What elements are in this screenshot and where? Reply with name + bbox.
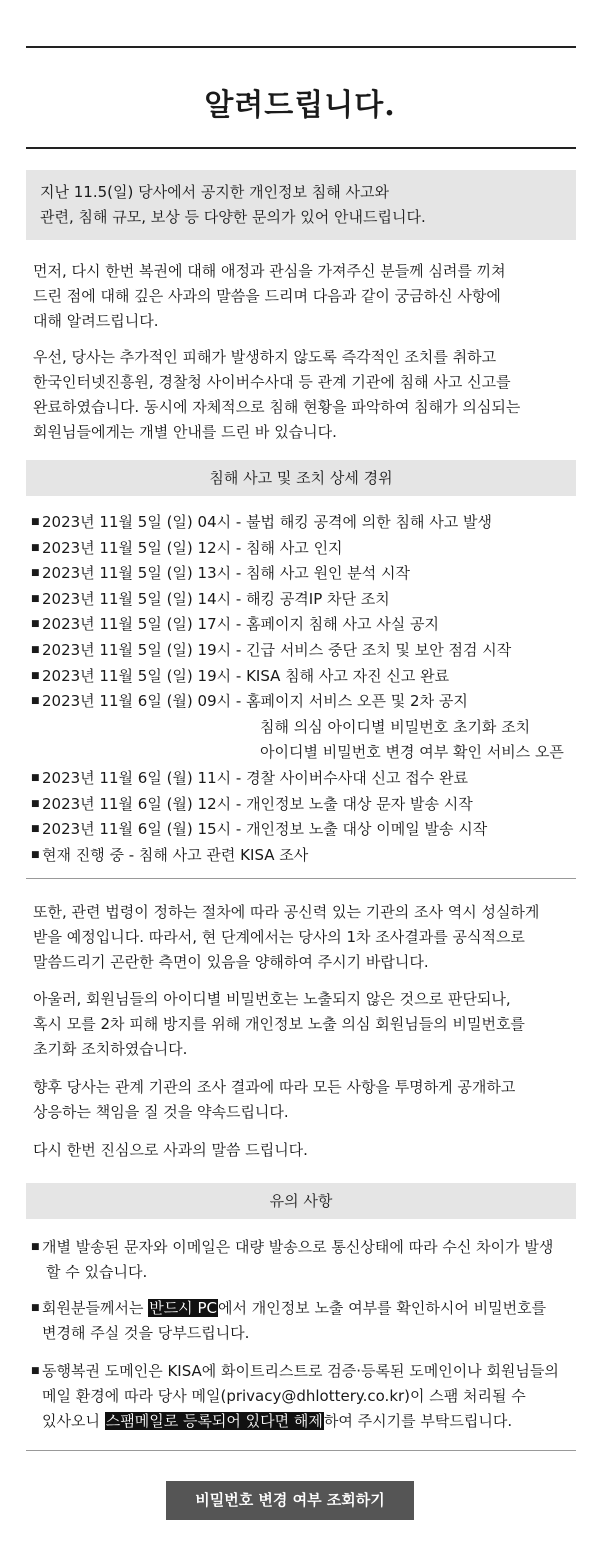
timeline-text: 2023년 11월 5일 (일) 04시 - 불법 해킹 공격에 의한 침해 사고 발생 [42, 513, 493, 531]
top-rule [26, 46, 576, 48]
timeline-text: 2023년 11월 5일 (일) 17시 - 홈페이지 침해 사고 사실 공지 [42, 615, 440, 634]
bullet-icon: ■ [31, 1242, 40, 1252]
bullet-icon: ■ [31, 542, 40, 553]
body-paragraph-3 [33, 1075, 573, 1125]
timeline-text: 현재 진행 중 - 침해 사고 관련 KISA 조사 [42, 845, 309, 864]
title-rule [26, 147, 576, 149]
text-line: 초기화 조치하였습니다. [33, 1040, 188, 1058]
text-line: 향후 당사는 관계 기관의 조사 결과에 따라 모든 사항을 투명하게 공개하고 [33, 1078, 516, 1096]
divider [26, 1450, 576, 1451]
notice-box [26, 170, 576, 240]
timeline-item [31, 766, 564, 792]
timeline-text: 2023년 11월 5일 (일) 19시 - 긴급 서비스 중단 조치 및 보안 점검 시작 [42, 640, 512, 659]
timeline-item-continuation [31, 740, 564, 766]
timeline-item [31, 689, 564, 715]
text-line: 받을 예정입니다. 따라서, 현 단계에서는 당사의 1차 조사결과를 공식적으로 [33, 928, 525, 946]
body-paragraph-1 [33, 900, 573, 975]
bullet-icon: ■ [31, 517, 40, 527]
text-line: 우선, 당사는 추가적인 피해가 발생하지 않도록 즉각적인 조치를 취하고 [33, 348, 497, 366]
timeline-text: 2023년 11월 5일 (일) 13시 - 침해 사고 원인 분석 시작 [42, 564, 411, 583]
timeline-text: 2023년 11월 6일 (월) 12시 - 개인정보 노출 대상 문자 발송 시작 [42, 794, 473, 813]
note-text: 회원분들께서는 [42, 1299, 149, 1317]
notes-heading: 유의 사항 [26, 1183, 576, 1219]
timeline-item [31, 612, 564, 638]
notice-line: 지난 11.5(일) 당사에서 공지한 개인정보 침해 사고와 [40, 183, 390, 201]
note-text: 있사오니 [42, 1412, 105, 1430]
text-line: 메일 환경에 따라 당사 메일(privacy@dhlottery.co.kr)이 스팸 처리될 수 [42, 1387, 526, 1405]
highlight-text: 반드시 PC [149, 1299, 217, 1317]
divider [26, 878, 576, 879]
text-line: 변경해 주실 것을 당부드립니다. [42, 1324, 250, 1342]
notice-line: 관련, 침해 규모, 보상 등 다양한 문의가 있어 안내드립니다. [40, 208, 426, 226]
timeline-text: 2023년 11월 5일 (일) 14시 - 해킹 공격IP 차단 조치 [42, 589, 390, 608]
page-title: 알려드립니다. [204, 88, 396, 123]
note-item [31, 1296, 576, 1346]
bullet-icon: ■ [31, 593, 40, 604]
timeline-text: 침해 의심 아이디별 비밀번호 초기화 조치 [260, 717, 531, 736]
bullet-icon: ■ [31, 1366, 40, 1376]
intro-paragraph-1 [33, 259, 573, 334]
note-text: 에서 개인정보 노출 여부를 확인하시어 비밀번호를 [217, 1299, 547, 1317]
timeline-list [31, 510, 564, 868]
text-line: 한국인터넷진흥원, 경찰청 사이버수사대 등 관계 기관에 침해 사고 신고를 [33, 373, 511, 391]
timeline-text: 2023년 11월 5일 (일) 12시 - 침해 사고 인지 [42, 538, 343, 557]
timeline-item-continuation [31, 715, 564, 741]
timeline-item [31, 561, 564, 587]
text-line: 대해 알려드립니다. [33, 312, 159, 330]
timeline-item [31, 536, 564, 562]
text-line: 먼저, 다시 한번 복권에 대해 애정과 관심을 가져주신 분들께 심려를 끼쳐 [33, 262, 506, 280]
timeline-item [31, 817, 564, 843]
text-line [42, 1296, 576, 1321]
timeline-item [31, 843, 564, 869]
timeline-text: 2023년 11월 6일 (월) 09시 - 홈페이지 서비스 오픈 및 2차 공지 [42, 692, 468, 711]
note-item [31, 1359, 576, 1434]
body-paragraph-4 [33, 1138, 573, 1163]
timeline-heading: 침해 사고 및 조치 상세 경위 [26, 460, 576, 496]
notes-list [31, 1235, 576, 1285]
text-line: 동행복권 도메인은 KISA에 화이트리스트로 검증·등록된 도메인이나 회원님들의 [42, 1362, 559, 1380]
timeline-text: 2023년 11월 5일 (일) 19시 - KISA 침해 사고 자진 신고 완료 [42, 666, 450, 685]
timeline-item [31, 510, 564, 536]
bullet-icon: ■ [31, 772, 40, 783]
bullet-icon: ■ [31, 1303, 40, 1313]
timeline-text: 2023년 11월 6일 (월) 11시 - 경찰 사이버수사대 신고 접수 완료 [42, 768, 469, 787]
note-text: 하여 주시기를 부탁드립니다. [323, 1412, 513, 1430]
timeline-item [31, 638, 564, 664]
bullet-icon: ■ [31, 568, 40, 579]
timeline-text: 2023년 11월 6일 (월) 15시 - 개인정보 노출 대상 이메일 발송 시작 [42, 820, 488, 839]
body-paragraph-2 [33, 987, 573, 1062]
text-line: 완료하였습니다. 동시에 자체적으로 침해 현황을 파악하여 침해가 의심되는 [33, 398, 521, 416]
bullet-icon: ■ [31, 849, 40, 860]
text-line: 드린 점에 대해 깊은 사과의 말씀을 드리며 다음과 같이 궁금하신 사항에 [33, 287, 501, 305]
text-line: 회원님들에게는 개별 안내를 드린 바 있습니다. [33, 423, 337, 441]
highlight-text: 스팸메일로 등록되어 있다면 해제 [105, 1412, 323, 1430]
text-line: 개별 발송된 문자와 이메일은 대량 발송으로 통신상태에 따라 수신 차이가 발생 [42, 1238, 554, 1256]
text-line: 할 수 있습니다. [46, 1263, 148, 1281]
timeline-text: 아이디별 비밀번호 변경 여부 확인 서비스 오픈 [260, 743, 564, 762]
intro-paragraph-2 [33, 345, 573, 445]
bullet-icon: ■ [31, 644, 40, 655]
text-line: 아울러, 회원님들의 아이디별 비밀번호는 노출되지 않은 것으로 판단되나, [33, 990, 511, 1008]
text-line [42, 1409, 576, 1434]
bullet-icon: ■ [31, 619, 40, 630]
check-password-change-button[interactable]: 비밀번호 변경 여부 조회하기 [166, 1481, 414, 1520]
timeline-item [31, 664, 564, 690]
timeline-item [31, 792, 564, 818]
text-line: 말씀드리기 곤란한 측면이 있음을 양해하여 주시기 바랍니다. [33, 953, 429, 971]
timeline-item [31, 587, 564, 613]
note-item [31, 1235, 576, 1285]
notes-list [31, 1359, 576, 1434]
bullet-icon: ■ [31, 798, 40, 809]
bullet-icon: ■ [31, 824, 40, 835]
text-line: 상응하는 책임을 질 것을 약속드립니다. [33, 1103, 289, 1121]
text-line: 또한, 관련 법령이 정하는 절차에 따라 공신력 있는 기관의 조사 역시 성실하게 [33, 903, 540, 921]
notes-list [31, 1296, 576, 1346]
text-line: 다시 한번 진심으로 사과의 말씀 드립니다. [33, 1141, 308, 1159]
bullet-icon: ■ [31, 696, 40, 707]
bullet-icon: ■ [31, 670, 40, 681]
text-line: 혹시 모를 2차 피해 방지를 위해 개인정보 노출 의심 회원님들의 비밀번호를 [33, 1015, 525, 1033]
